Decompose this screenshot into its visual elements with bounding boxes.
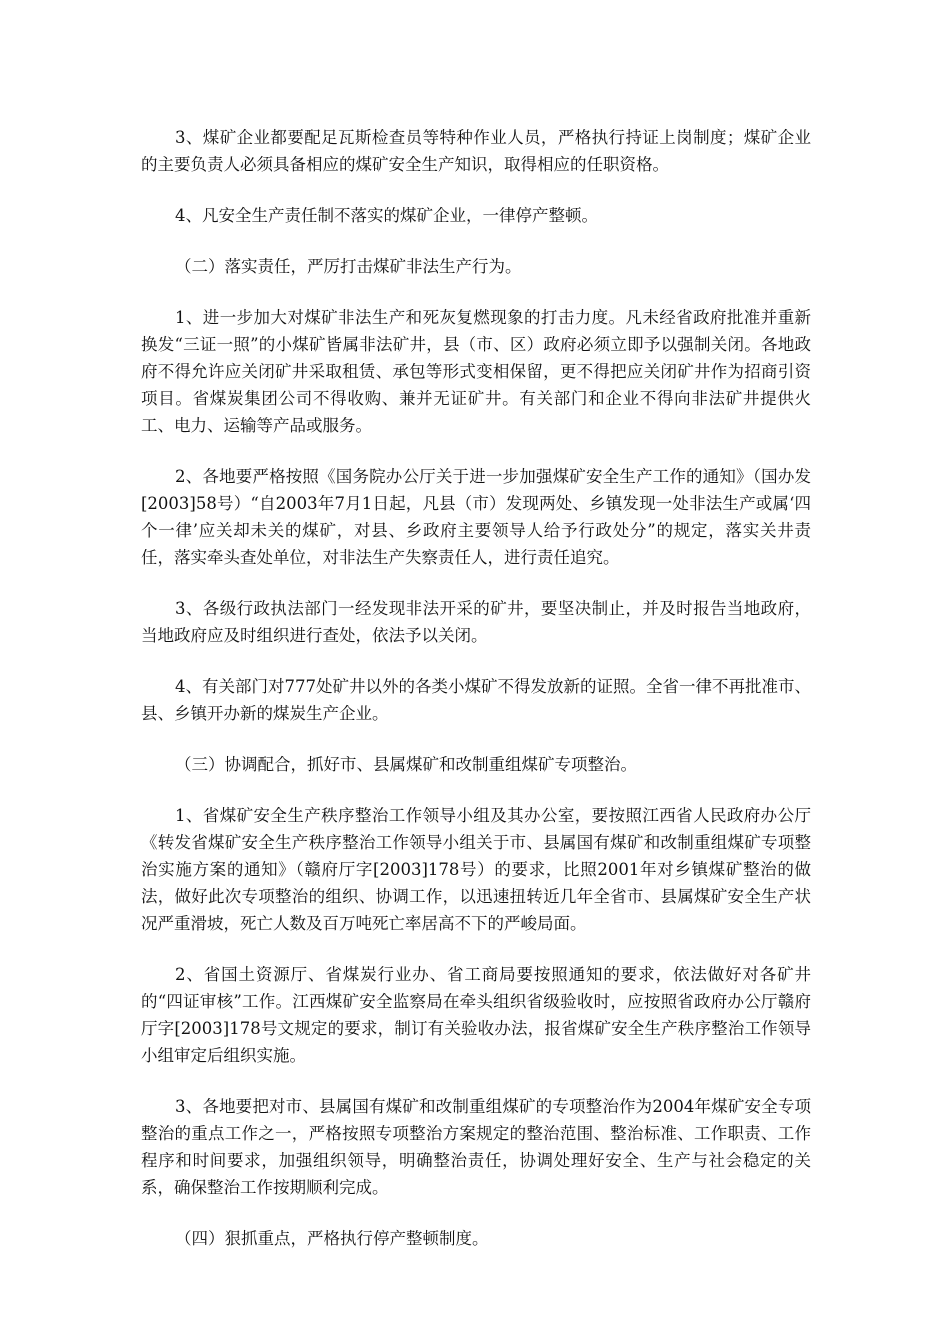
section-heading-2: （二）落实责任，严厉打击煤矿非法生产行为。: [175, 257, 522, 276]
paragraph-item-1-crackdown: 1、进一步加大对煤矿非法生产和死灰复燃现象的打击力度。凡未经省政府批准并重新换发“三证一照”的小煤矿皆属非法矿井，县（市、区）政府必须立即予以强制关闭。各地政府不得允许应关闭矿井采取租赁、承包等形式变相保留，更不得把应关闭矿井作为招商引资项目。省煤炭集团公司不得收购、兼并无证矿井。有关部门和企业不得向非法矿井提供火工、电力、运输等产品或服务。: [141, 308, 811, 435]
section-heading-4: （四）狠抓重点，严格执行停产整顿制度。: [175, 1229, 489, 1248]
section-heading-3: （三）协调配合，抓好市、县属煤矿和改制重组煤矿专项整治。: [175, 755, 637, 774]
paragraph-item-3-special-rectification: 3、各地要把对市、县属国有煤矿和改制重组煤矿的专项整治作为2004年煤矿安全专项整治的重点工作之一，严格按照专项整治方案规定的整治范围、整治标准、工作职责、工作程序和时间要求，加强组织领导，明确整治责任，协调处理好安全、生产与社会稳定的关系，确保整治工作按期顺利完成。: [141, 1097, 811, 1197]
paragraph-item-2-state-council-notice: 2、各地要严格按照《国务院办公厅关于进一步加强煤矿安全生产工作的通知》（国办发[2003]58号）“自2003年7月1日起，凡县（市）发现两处、乡镇发现一处非法生产或属‘四个一律’应关却未关的煤矿，对县、乡政府主要领导人给予行政处分”的规定，落实关井责任，落实牵头查处单位，对非法生产失察责任人，进行责任追究。: [141, 467, 811, 567]
paragraph-item-4-no-new-licenses: 4、有关部门对777处矿井以外的各类小煤矿不得发放新的证照。全省一律不再批准市、县、乡镇开办新的煤炭生产企业。: [141, 677, 811, 723]
document-body: [141, 124, 811, 1276]
paragraph-item-4-suspend-production: 4、凡安全生产责任制不落实的煤矿企业，一律停产整顿。: [175, 206, 598, 225]
paragraph-item-3-qualified-staff: 3、煤矿企业都要配足瓦斯检查员等特种作业人员，严格执行持证上岗制度；煤矿企业的主要负责人必须具备相应的煤矿安全生产知识，取得相应的任职资格。: [141, 128, 811, 174]
paragraph-item-3-law-enforcement: 3、各级行政执法部门一经发现非法开采的矿井，要坚决制止，并及时报告当地政府，当地政府应及时组织进行查处，依法予以关闭。: [141, 599, 811, 645]
paragraph-item-2-four-certificates: 2、省国土资源厅、省煤炭行业办、省工商局要按照通知的要求，依法做好对各矿井的“四证审核”工作。江西煤矿安全监察局在牵头组织省级验收时，应按照省政府办公厅赣府厅字[2003]178号文规定的要求，制订有关验收办法，报省煤矿安全生产秩序整治工作领导小组审定后组织实施。: [141, 965, 811, 1065]
paragraph-item-1-leadership-group: 1、省煤矿安全生产秩序整治工作领导小组及其办公室，要按照江西省人民政府办公厅《转发省煤矿安全生产秩序整治工作领导小组关于市、县属国有煤矿和改制重组煤矿专项整治实施方案的通知》（赣府厅字[2003]178号）的要求，比照2001年对乡镇煤矿整治的做法，做好此次专项整治的组织、协调工作，以迅速扭转近几年全省市、县属煤矿安全生产状况严重滑坡，死亡人数及百万吨死亡率居高不下的严峻局面。: [141, 806, 811, 933]
